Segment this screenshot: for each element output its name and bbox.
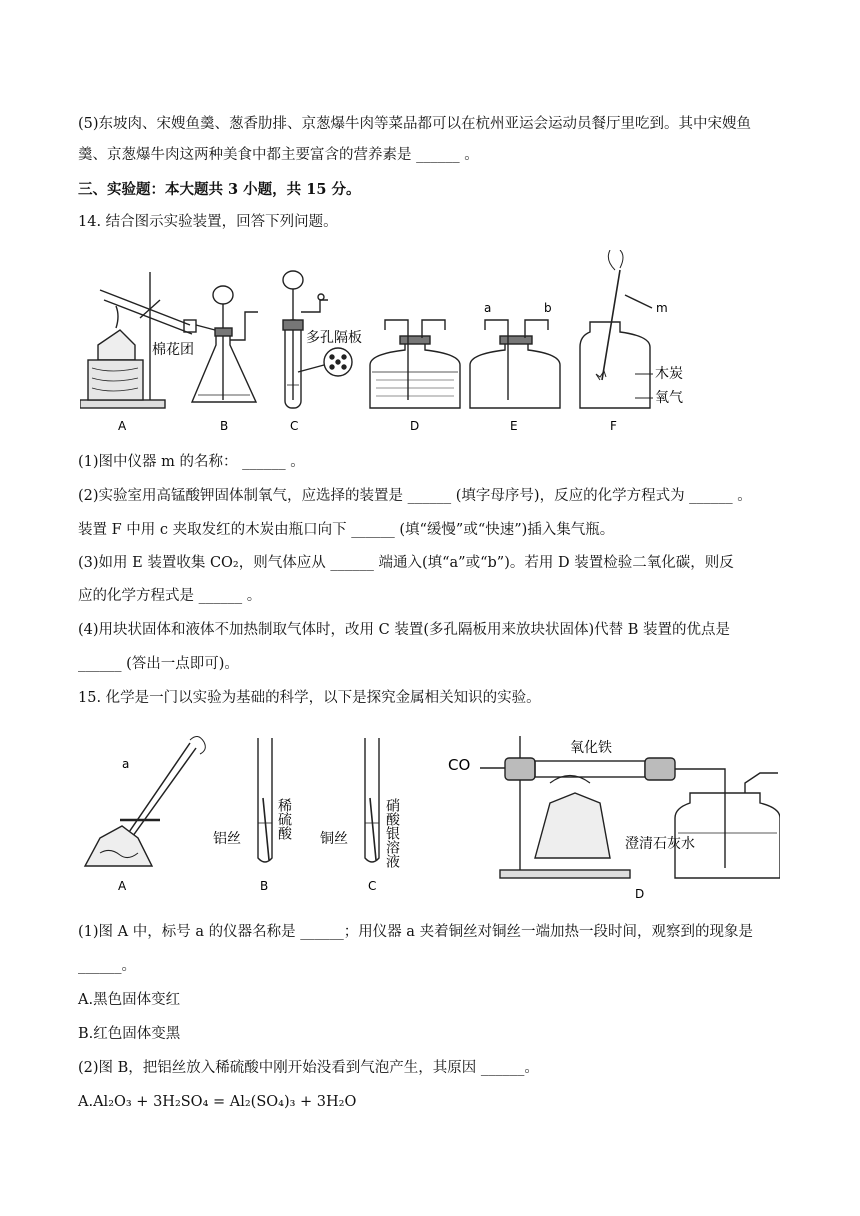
q15-q1-line1: (1)图 A 中，标号 a 的仪器名称是 ______；用仪器 a 夹着铜丝对铜丝一端加热一段时间，观察到的现象是 <box>78 924 754 940</box>
label-14-f: F <box>610 419 617 433</box>
apparatus-15-b <box>258 738 272 862</box>
q14-q1: (1)图中仪器 m 的名称： ______ 。 <box>78 454 305 470</box>
label-porous-plate: 多孔隔板 <box>306 330 362 346</box>
label-15-a: A <box>118 879 127 893</box>
apparatus-a <box>80 272 215 408</box>
apparatus-15-c <box>365 738 379 862</box>
apparatus-f <box>580 250 652 408</box>
label-limewater: 澄清石灰水 <box>625 836 695 852</box>
label-14-c: C <box>290 419 299 433</box>
label-co: CO <box>448 756 471 774</box>
label-15-c: C <box>368 879 377 893</box>
q14-q3-line1: (3)如用 E 装置收集 CO₂，则气体应从 ______ 端通入(填“a”或“b”)。若用 D 装置检验二氧化碳，则反 <box>78 555 734 571</box>
label-14-d: D <box>410 419 420 433</box>
q15-q2-option-a: A.Al₂O₃ + 3H₂SO₄ = Al₂(SO₄)₃ + 3H₂O <box>78 1094 357 1110</box>
label-e-a: a <box>484 301 492 315</box>
label-15-d: D <box>635 887 645 900</box>
q15-q1-line2: ______。 <box>78 958 136 974</box>
q14-stem: 14. 结合图示实验装置，回答下列问题。 <box>78 214 338 230</box>
label-fe2o3: 氧化铁 <box>570 740 612 756</box>
q15-stem: 15. 化学是一门以实验为基础的科学，以下是探究金属相关知识的实验。 <box>78 690 541 706</box>
q15-q2: (2)图 B，把铝丝放入稀硫酸中刚开始没看到气泡产生，其原因 ______。 <box>78 1060 539 1076</box>
apparatus-15-d <box>480 736 780 878</box>
q13-p5-line1: (5)东坡肉、宋嫂鱼羹、葱香肋排、京葱爆牛肉等菜品都可以在杭州亚运会运动员餐厅里吃到。其中宋嫂鱼 <box>78 116 752 132</box>
label-cu-wire: 铜丝 <box>320 831 348 847</box>
label-15-a-tong: a <box>122 757 130 771</box>
q14-figure <box>80 250 700 440</box>
q15-figure <box>80 728 780 900</box>
label-14-b: B <box>220 419 229 433</box>
apparatus-d <box>370 320 460 408</box>
q14-q3-line2: 应的化学方程式是 ______ 。 <box>78 588 262 604</box>
apparatus-e <box>470 320 560 408</box>
label-charcoal: 木炭 <box>655 366 683 382</box>
label-al-wire: 铝丝 <box>213 831 241 847</box>
q15-option-a: A.黑色固体变红 <box>78 992 181 1008</box>
q14-q4-line1: (4)用块状固体和液体不加热制取气体时，改用 C 装置(多孔隔板用来放块状固体)代替 B 装置的优点是 <box>78 622 731 638</box>
label-e-b: b <box>544 301 552 315</box>
label-15-b: B <box>260 879 269 893</box>
q14-q2-line1: (2)实验室用高锰酸钾固体制氧气，应选择的装置是 ______ (填字母序号)，反应的化学方程式为 ______ 。 <box>78 488 752 504</box>
q14-q2-line2: 装置 F 中用 c 夹取发红的木炭由瓶口向下 ______ (填“缓慢”或“快速”)插入集气瓶。 <box>78 522 615 538</box>
label-dilute-h2so4: 稀硫酸 <box>276 798 292 840</box>
label-oxygen: 氧气 <box>655 390 683 406</box>
q13-p5-line2: 羹、京葱爆牛肉这两种美食中都主要富含的营养素是 ______ 。 <box>78 147 479 163</box>
section-title: 三、实验题：本大题共 3 小题，共 15 分。 <box>78 181 361 198</box>
apparatus-15-a <box>85 736 205 866</box>
apparatus-b <box>192 286 258 402</box>
label-m: m <box>656 301 668 315</box>
label-14-e: E <box>510 419 518 433</box>
q14-q4-line2: ______ (答出一点即可)。 <box>78 656 239 672</box>
label-cotton: 棉花团 <box>152 342 194 358</box>
label-14-a: A <box>118 419 127 433</box>
q15-option-b: B.红色固体变黑 <box>78 1026 181 1042</box>
label-agno3: 硝酸银溶液 <box>384 798 400 868</box>
